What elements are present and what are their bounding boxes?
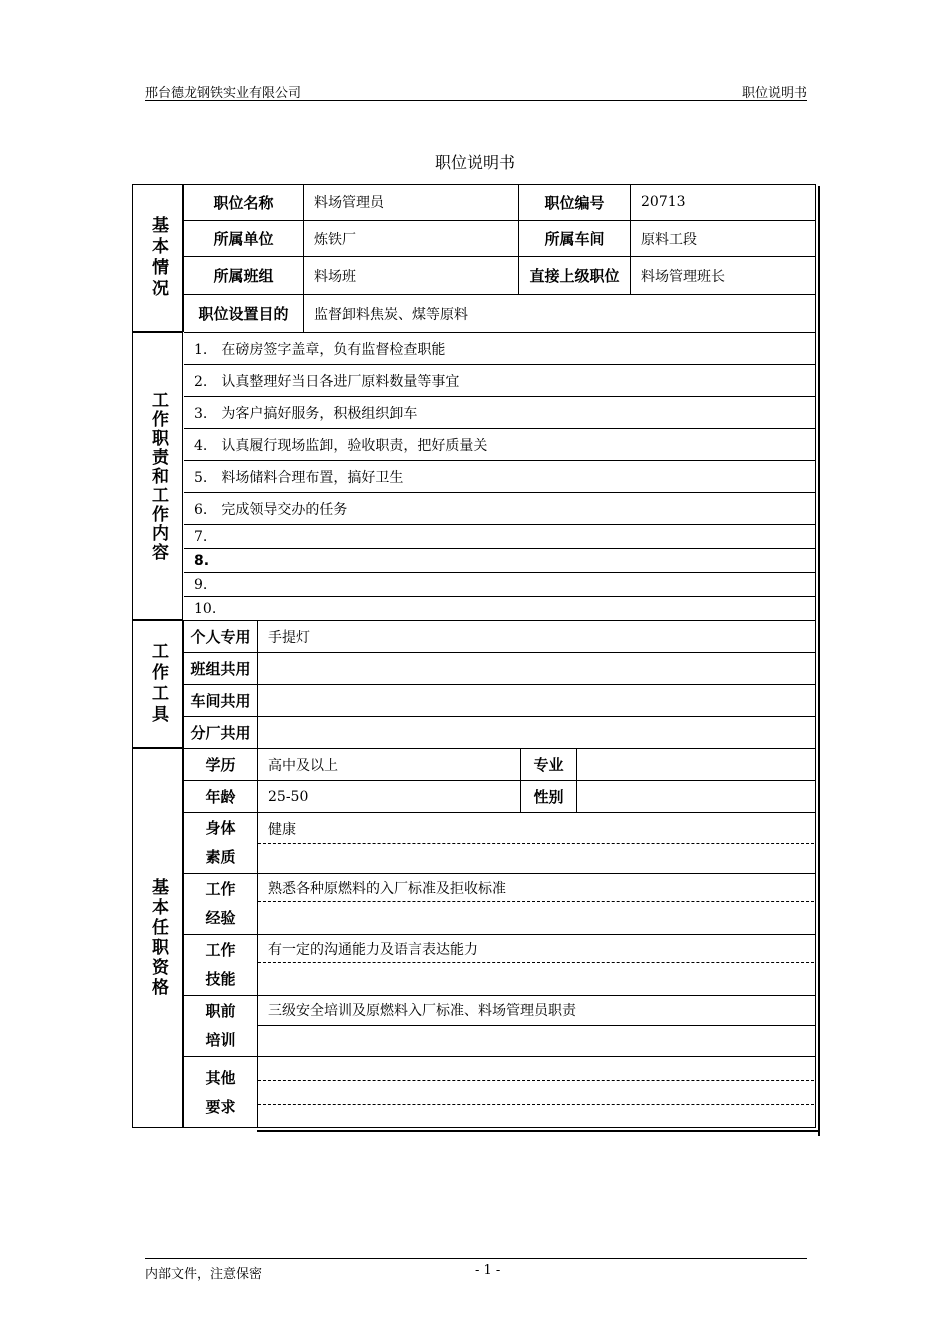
- tool-personal-label: 个人专用: [183, 620, 257, 652]
- dashed-line: [258, 1104, 814, 1105]
- page-header: [145, 80, 807, 101]
- duty-item: 4. 认真履行现场监卸，验收职责，把好质量关: [184, 428, 816, 460]
- training-value: 三级安全培训及原燃料入厂标准、料场管理员职责: [257, 995, 816, 1056]
- page-footer: [145, 1258, 807, 1282]
- skill-label: [183, 934, 257, 995]
- position-name-label: 职位名称: [183, 184, 303, 220]
- training-label-line: 职前: [205, 1002, 236, 1020]
- tool-branch-value: [257, 716, 816, 748]
- experience-label: [183, 873, 257, 934]
- duty-item: 9.: [184, 572, 816, 596]
- section-duties: [132, 332, 183, 620]
- other-label-line: 其他: [205, 1068, 236, 1087]
- tool-workshop-value: [257, 684, 816, 716]
- skill-value: 有一定的沟通能力及语言表达能力: [257, 934, 816, 995]
- section-basic-title: 基本情况: [148, 216, 168, 300]
- tool-team-value: [257, 652, 816, 684]
- experience-label-line: 工作: [205, 880, 236, 898]
- major-label: 专业: [520, 748, 576, 780]
- section-qualification: [132, 748, 183, 1128]
- position-name-value: 料场管理员: [303, 184, 518, 220]
- team-label: 所属班组: [183, 256, 303, 294]
- skill-label-line: 工作: [205, 941, 236, 959]
- superior-label: 直接上级职位: [518, 256, 630, 294]
- purpose-value: 监督卸料焦炭、煤等原料: [303, 294, 816, 332]
- purpose-label: 职位设置目的: [183, 294, 303, 332]
- section-basic: [132, 184, 183, 332]
- age-label: 年龄: [183, 780, 257, 812]
- health-label-line: 素质: [205, 848, 236, 866]
- edu-value: 高中及以上: [257, 748, 520, 780]
- other-value: [257, 1056, 816, 1128]
- tool-branch-label: 分厂共用: [183, 716, 257, 748]
- training-divider: [257, 1025, 816, 1026]
- gender-value: [576, 780, 816, 812]
- other-label: [183, 1056, 257, 1128]
- health-label: [183, 812, 257, 873]
- training-label-line: 培训: [205, 1031, 236, 1049]
- dashed-line: [258, 901, 814, 902]
- duty-item: 7.: [184, 524, 816, 548]
- dashed-line: [258, 962, 814, 963]
- doc-type: 职位说明书: [741, 86, 807, 101]
- duty-item: 6. 完成领导交办的任务: [184, 492, 816, 524]
- section-tools: [132, 620, 183, 748]
- tool-team-label: 班组共用: [183, 652, 257, 684]
- position-table: [132, 184, 818, 1134]
- section-tools-title: 工作工具: [148, 642, 168, 726]
- age-value: 25-50: [257, 780, 520, 812]
- table-shadow: [818, 186, 820, 1136]
- duty-item: 3. 为客户搞好服务，积极组织卸车: [184, 396, 816, 428]
- duty-item: 2. 认真整理好当日各进厂原料数量等事宜: [184, 364, 816, 396]
- page-title: 职位说明书: [434, 153, 515, 172]
- superior-value: 料场管理班长: [630, 256, 816, 294]
- duty-item: 1. 在磅房签字盖章，负有监督检查职能: [184, 332, 816, 364]
- experience-label-line: 经验: [205, 909, 236, 927]
- other-label-line: 要求: [205, 1097, 236, 1116]
- workshop-label: 所属车间: [518, 220, 630, 256]
- position-code-label: 职位编号: [518, 184, 630, 220]
- duty-item: 8.: [184, 548, 816, 572]
- section-qualification-title: 基本任职资格: [148, 878, 168, 998]
- duty-item: 10.: [184, 596, 816, 620]
- page-number: - 1 -: [475, 1263, 501, 1278]
- position-code-value: 20713: [630, 184, 816, 220]
- tool-personal-value: 手提灯: [257, 620, 816, 652]
- training-label: [183, 995, 257, 1056]
- unit-value: 炼铁厂: [303, 220, 518, 256]
- tool-workshop-label: 车间共用: [183, 684, 257, 716]
- table-bottom-shadow: [257, 1128, 818, 1132]
- duty-item: 5. 料场储料合理布置，搞好卫生: [184, 460, 816, 492]
- dashed-line: [258, 843, 814, 844]
- team-value: 料场班: [303, 256, 518, 294]
- section-duties-title: 工作职责和工作内容: [148, 390, 168, 562]
- edu-label: 学历: [183, 748, 257, 780]
- dashed-line: [258, 1080, 814, 1081]
- skill-label-line: 技能: [205, 970, 236, 988]
- health-label-line: 身体: [205, 819, 236, 837]
- major-value: [576, 748, 816, 780]
- workshop-value: 原料工段: [630, 220, 816, 256]
- gender-label: 性别: [520, 780, 576, 812]
- health-value: 健康: [257, 812, 816, 873]
- unit-label: 所属单位: [183, 220, 303, 256]
- experience-value: 熟悉各种原燃料的入厂标准及拒收标准: [257, 873, 816, 934]
- confidential-note: 内部文件，注意保密: [145, 1267, 263, 1282]
- company-name: 邢台德龙钢铁实业有限公司: [145, 86, 302, 101]
